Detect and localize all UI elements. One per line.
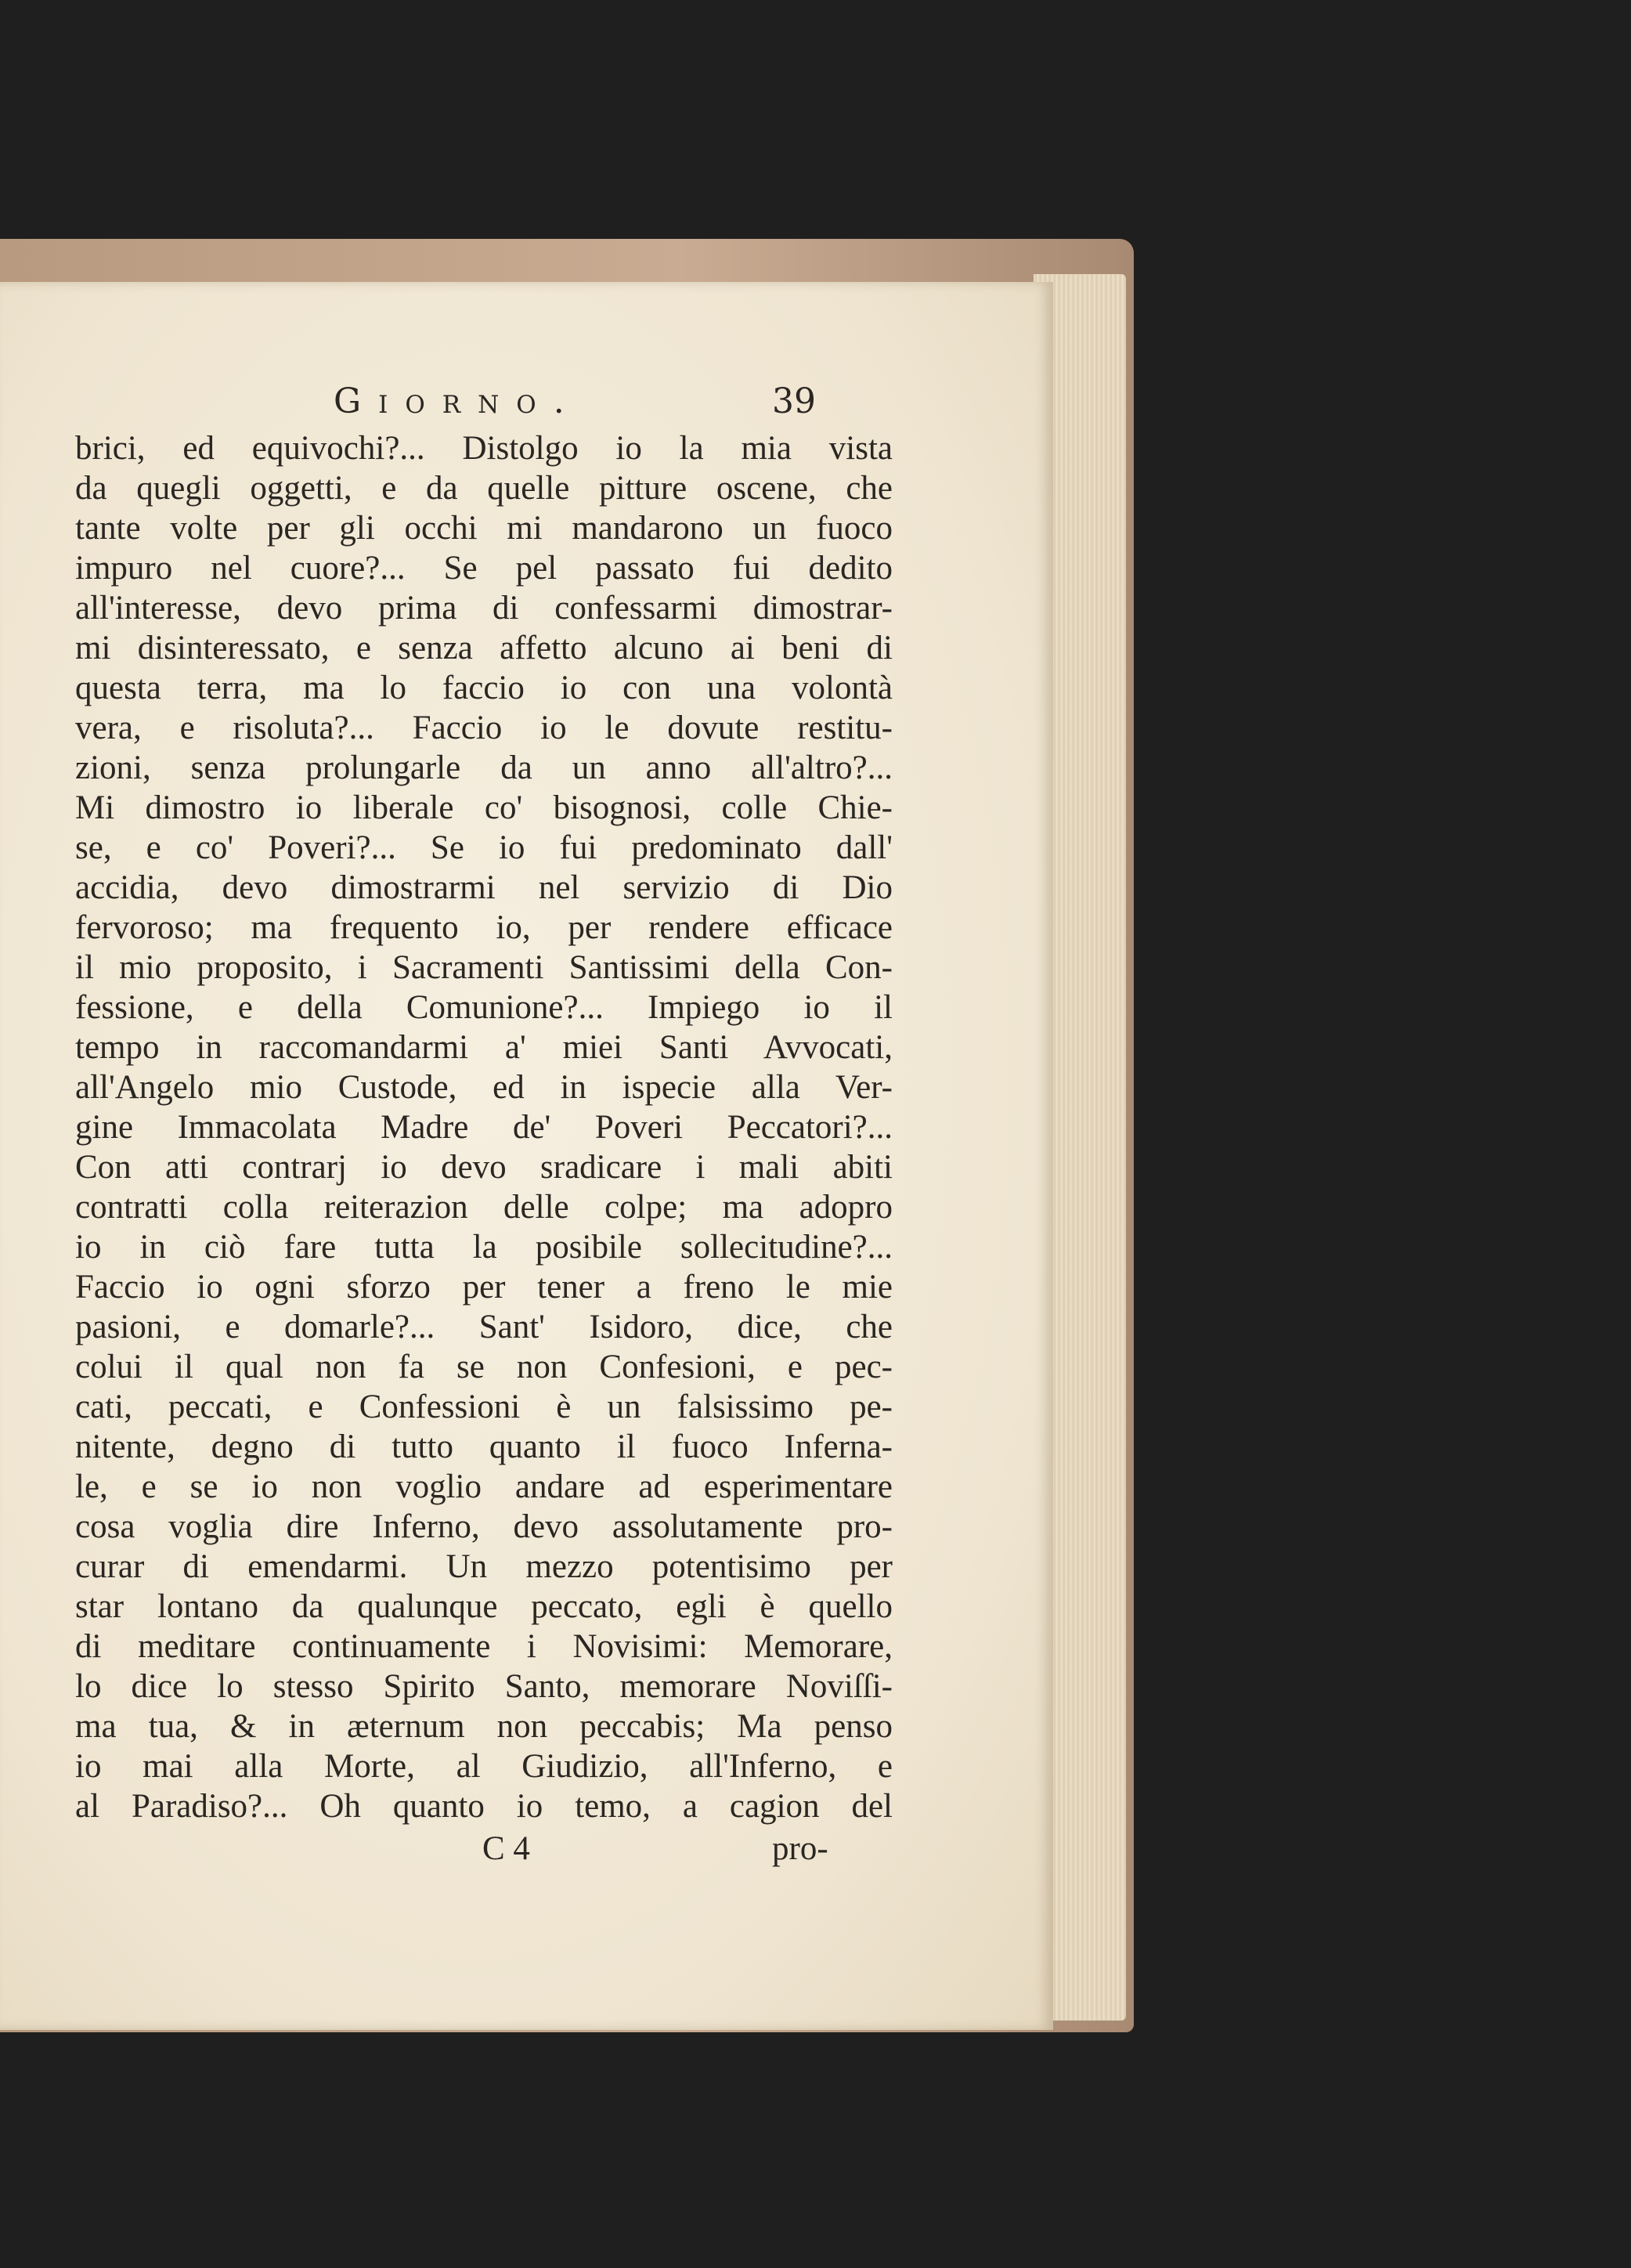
text-line: star lontano da qualunque peccato, egli è quello	[75, 1588, 893, 1625]
text-line: gine Immacolata Madre de' Poveri Peccatori?...	[75, 1109, 893, 1146]
page-footer	[75, 1829, 893, 1875]
text-line: impuro nel cuore?... Se pel passato fui dedito	[75, 550, 893, 587]
text-line: Con atti contrarj io devo sradicare i mali abiti	[75, 1149, 893, 1186]
text-line: questa terra, ma lo faccio io con una volontà	[75, 670, 893, 706]
text-line: accidia, devo dimostrarmi nel servizio di Dio	[75, 869, 893, 906]
text-block	[75, 381, 893, 1875]
text-line: al Paradiso?... Oh quanto io temo, a cagion del	[75, 1788, 893, 1825]
text-line: zioni, senza prolungarle da un anno all'altro?...	[75, 749, 893, 786]
text-line: il mio proposito, i Sacramenti Santissimi della Con-	[75, 949, 893, 986]
text-line: cati, peccati, e Confessioni è un falsissimo pe-	[75, 1389, 893, 1425]
text-line: all'interesse, devo prima di confessarmi dimostrar-	[75, 590, 893, 627]
text-line: colui il qual non fa se non Confesioni, e pec-	[75, 1349, 893, 1385]
running-title: Giorno.	[334, 381, 582, 421]
text-line: tempo in raccomandarmi a' miei Santi Avvocati,	[75, 1029, 893, 1066]
text-line: di meditare continuamente i Novisimi: Memorare,	[75, 1628, 893, 1665]
text-line: io mai alla Morte, al Giudizio, all'Inferno, e	[75, 1748, 893, 1785]
text-line: pasioni, e domarle?... Sant' Isidoro, dice, che	[75, 1309, 893, 1345]
text-line: mi disinteressato, e senza affetto alcuno ai beni di	[75, 630, 893, 666]
text-line: tante volte per gli occhi mi mandarono un fuoco	[75, 510, 893, 547]
text-line: Faccio io ogni sforzo per tener a freno le mie	[75, 1269, 893, 1306]
text-line: curar di emendarmi. Un mezzo potentisimo per	[75, 1548, 893, 1585]
text-line: Mi dimostro io liberale co' bisognosi, colle Chie-	[75, 789, 893, 826]
text-line: le, e se io non voglio andare ad esperimentare	[75, 1468, 893, 1505]
text-line: ma tua, & in æternum non peccabis; Ma penso	[75, 1708, 893, 1745]
text-line: fervoroso; ma frequento io, per rendere efficace	[75, 909, 893, 946]
text-line: vera, e risoluta?... Faccio io le dovute restitu-	[75, 710, 893, 746]
text-line: io in ciò fare tutta la posibile sollecitudine?...	[75, 1229, 893, 1266]
running-head	[75, 381, 893, 427]
catchword: pro-	[772, 1830, 828, 1867]
text-line: all'Angelo mio Custode, ed in ispecie alla Ver-	[75, 1069, 893, 1106]
body-text	[75, 428, 893, 1826]
text-line: se, e co' Poveri?... Se io fui predominato dall'	[75, 829, 893, 866]
text-line: da quegli oggetti, e da quelle pitture oscene, che	[75, 470, 893, 507]
page-number: 39	[772, 381, 816, 421]
text-line: nitente, degno di tutto quanto il fuoco Inferna-	[75, 1428, 893, 1465]
text-line: brici, ed equivochi?... Distolgo io la mia vista	[75, 430, 893, 467]
text-line: cosa voglia dire Inferno, devo assolutamente pro-	[75, 1508, 893, 1545]
signature-mark: C 4	[482, 1830, 530, 1867]
text-line: contratti colla reiterazion delle colpe; ma adopro	[75, 1189, 893, 1226]
text-line: lo dice lo stesso Spirito Santo, memorare Noviſſi-	[75, 1668, 893, 1705]
text-line: fessione, e della Comunione?... Impiego io il	[75, 989, 893, 1026]
